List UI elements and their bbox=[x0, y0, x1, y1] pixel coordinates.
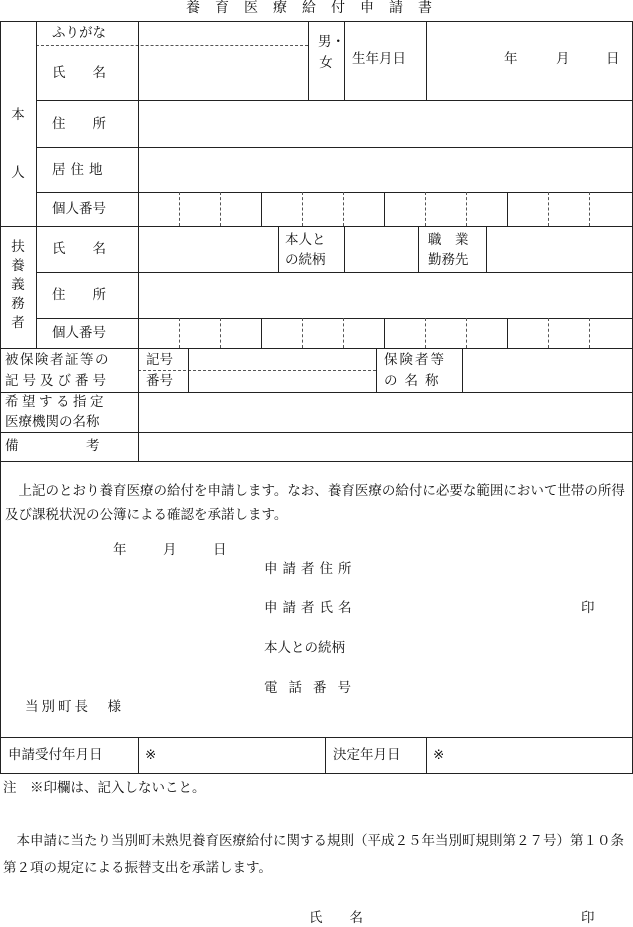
insurance-label-1: 被保険者証等の bbox=[5, 352, 110, 368]
insurer-label-1: 保険者等 bbox=[384, 352, 446, 368]
consent-seal-mark: 印 bbox=[581, 910, 595, 926]
applicant-seal-mark: 印 bbox=[581, 600, 595, 616]
insurance-label-2: 記号及び番号 bbox=[5, 373, 110, 389]
applicant-phone-label: 電話番号 bbox=[264, 680, 362, 696]
birth-year-label: 年 bbox=[504, 51, 518, 67]
consent-statement: 本申請に当たり当別町未熟児養育医療給付に関する規則（平成２５年当別町規則第２７号）第１０条第２項の規定による振替支出を承諾します。 bbox=[3, 833, 624, 876]
insurance-kigo-label: 記号 bbox=[146, 352, 173, 368]
fuyo-address-field[interactable] bbox=[139, 273, 631, 317]
fuyo-address-label: 住 所 bbox=[52, 287, 106, 303]
fuyo-my-number-label: 個人番号 bbox=[52, 325, 106, 341]
fuyo-job-field[interactable] bbox=[487, 227, 631, 271]
honnin-group-label: 本人 bbox=[11, 107, 25, 181]
fuyo-group-label: 扶養義務者 bbox=[11, 239, 25, 331]
application-statement: 上記のとおり養育医療の給付を申請します。なお、養育医療の給付に必要な範囲において世帯の所得及び課税状況の公簿による確認を承諾します。 bbox=[5, 483, 625, 523]
insurance-bango-field[interactable] bbox=[189, 371, 375, 391]
fuyo-relation-label-2: の続柄 bbox=[285, 252, 326, 268]
honnin-furigana-label: ふりがな bbox=[52, 25, 106, 41]
birth-month-label: 月 bbox=[556, 51, 570, 67]
insurer-label-2: の名称 bbox=[384, 373, 446, 389]
honnin-address-label: 住 所 bbox=[52, 116, 106, 132]
hospital-name-field[interactable] bbox=[139, 393, 631, 431]
honnin-birthdate-field[interactable] bbox=[427, 22, 631, 99]
received-date-label: 申請受付年月日 bbox=[8, 747, 103, 763]
applicant-address-label: 申請者住所 bbox=[264, 561, 357, 577]
honnin-name-field[interactable] bbox=[139, 46, 307, 99]
honnin-sex-label[interactable]: 男・女 bbox=[318, 34, 345, 71]
honnin-residence-field[interactable] bbox=[139, 148, 631, 191]
insurance-kigo-field[interactable] bbox=[189, 349, 375, 369]
honnin-residence-label: 居住地 bbox=[52, 162, 108, 178]
birth-day-label: 日 bbox=[606, 51, 620, 67]
date-month-label: 月 bbox=[163, 542, 177, 558]
decided-date-mark: ※ bbox=[433, 747, 445, 763]
decided-date-label: 決定年月日 bbox=[333, 747, 401, 763]
applicant-name-label: 申請者氏名 bbox=[264, 600, 357, 616]
fuyo-job-label-1: 職 業 bbox=[428, 232, 469, 248]
fuyo-relation-field[interactable] bbox=[345, 227, 417, 271]
note-text: 注 ※印欄は、記入しないこと。 bbox=[3, 780, 206, 796]
date-day-label: 日 bbox=[213, 542, 227, 558]
hospital-label-1: 希望する指定 bbox=[5, 394, 107, 410]
fuyo-job-label-2: 勤務先 bbox=[428, 252, 469, 268]
fuyo-name-label: 氏 名 bbox=[52, 241, 106, 257]
applicant-relation-label: 本人との続柄 bbox=[264, 640, 345, 656]
remarks-label: 備 考 bbox=[5, 438, 100, 454]
hospital-label-2: 医療機関の名称 bbox=[5, 414, 100, 430]
honnin-furigana-field[interactable] bbox=[139, 22, 307, 44]
date-year-label: 年 bbox=[113, 542, 127, 558]
fuyo-name-field[interactable] bbox=[139, 227, 277, 271]
honnin-address-field[interactable] bbox=[139, 101, 631, 146]
consent-name-label: 氏 名 bbox=[309, 910, 363, 926]
insurer-name-field[interactable] bbox=[463, 349, 631, 391]
honnin-my-number-label: 個人番号 bbox=[52, 201, 106, 217]
honnin-name-label: 氏 名 bbox=[52, 65, 106, 81]
insurance-bango-label: 番号 bbox=[146, 373, 173, 389]
remarks-field[interactable] bbox=[139, 433, 631, 460]
page-title: 養育医療給付申請書 bbox=[186, 0, 447, 16]
received-date-mark: ※ bbox=[145, 747, 157, 763]
fuyo-relation-label-1: 本人と bbox=[285, 232, 326, 248]
recipient-label: 当別町長 様 bbox=[25, 699, 124, 715]
honnin-birthdate-label: 生年月日 bbox=[352, 51, 406, 67]
